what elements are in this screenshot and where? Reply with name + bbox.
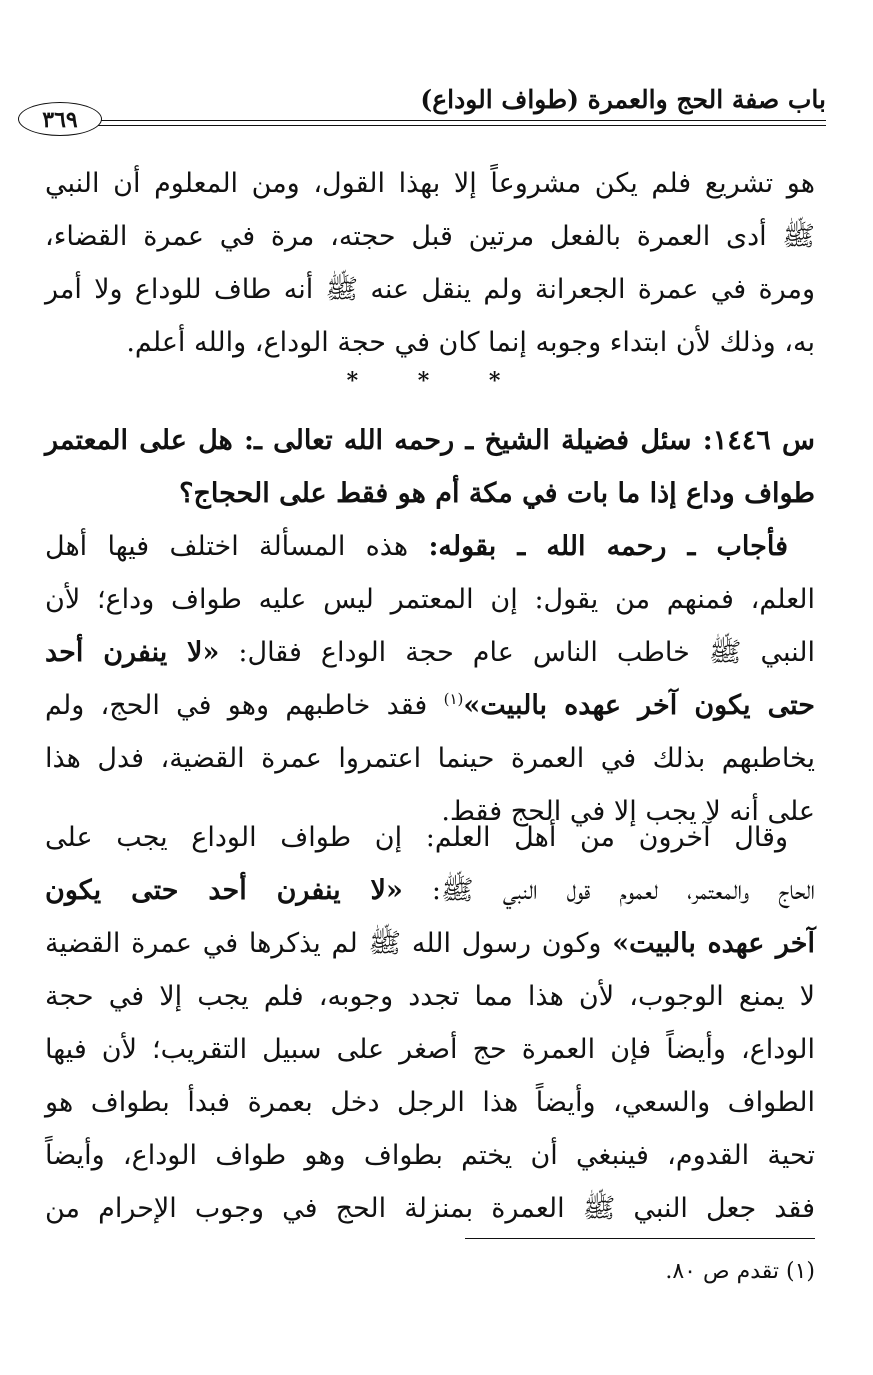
answer-line: يخاطبهم بذلك في العمرة حينما اعتمروا عمرة القضية، فدل هذا xyxy=(45,743,815,774)
hadith-quote: «لا ينفرن أحد xyxy=(45,637,220,668)
answer-text: فقد خاطبهم وهو في الحج، ولم xyxy=(45,690,428,721)
section-separator: * * * xyxy=(346,368,527,394)
footnote-reference: (١) xyxy=(443,690,464,708)
running-header xyxy=(18,82,826,136)
answer-line: العلم، فمنهم من يقول: إن المعتمر ليس عليه طواف وداع؛ لأن xyxy=(45,584,815,615)
answer-text: هذه المسألة اختلف فيها أهل xyxy=(45,531,409,562)
header-title: باب صفة الحج والعمرة (طواف الوداع) xyxy=(420,85,826,114)
answer-text: النبي ﷺ خاطب الناس عام حجة الوداع فقال: xyxy=(238,637,816,668)
answer-paragraph xyxy=(45,520,815,838)
text-line: به، وذلك لأن ابتداء وجوبه إنما كان في حجة الوداع، والله أعلم. xyxy=(126,327,815,358)
page-number: ٣٦٩ xyxy=(18,102,102,136)
text-line xyxy=(45,917,815,970)
other-opinion-paragraph xyxy=(45,811,815,1235)
text-segment: وقال آخرون من أهل العلم: إن طواف الوداع يجب على xyxy=(45,822,788,853)
text-line: فقد جعل النبي ﷺ العمرة بمنزلة الحج في وجوب الإحرام من xyxy=(45,1193,815,1224)
text-line: ومرة في عمرة الجعرانة ولم ينقل عنه ﷺ أنه طاف للوداع ولا أمر xyxy=(45,274,815,305)
text-line xyxy=(45,864,815,917)
text-line: الطواف والسعي، وأيضاً هذا الرجل دخل بعمرة فبدأ بطواف هو xyxy=(45,1087,815,1118)
text-line: تحية القدوم، فينبغي أن يختم بطواف وهو طواف الوداع، وأيضاً xyxy=(45,1140,815,1171)
answer-line xyxy=(45,626,815,679)
footnote-rule xyxy=(465,1238,815,1239)
paragraph-continuation xyxy=(45,157,815,369)
hadith-quote: آخر عهده بالبيت» xyxy=(612,928,815,959)
text-segment: الحاج والمعتمر، لعموم قول النبي ﷺ: xyxy=(431,875,816,906)
text-line: هو تشريع فلم يكن مشروعاً إلا بهذا القول، ومن المعلوم أن النبي xyxy=(45,168,815,199)
text-line: ﷺ أدى العمرة بالفعل مرتين قبل حجته، مرة في عمرة القضاء، xyxy=(45,221,815,252)
answer-line: على أنه لا يجب إلا في الحج فقط. xyxy=(441,796,815,827)
text-segment: وكون رسول الله ﷺ لم يذكرها في عمرة القضية xyxy=(45,928,602,959)
text-line xyxy=(45,811,815,864)
question-line: طواف وداع إذا ما بات في مكة أم هو فقط على الحجاج؟ xyxy=(179,478,815,509)
hadith-quote: «لا ينفرن أحد حتى يكون xyxy=(45,875,403,906)
text-line: لا يمنع الوجوب، لأن هذا مما تجدد وجوبه، فلم يجب إلا في حجة xyxy=(45,981,815,1012)
footnote: (١) تقدم ص ٨٠. xyxy=(665,1259,815,1284)
answer-intro: فأجاب ـ رحمه الله ـ بقوله: xyxy=(428,531,788,562)
question-line: س ١٤٤٦: سئل فضيلة الشيخ ـ رحمه الله تعالى ـ: هل على المعتمر xyxy=(45,425,815,456)
text-line: الوداع، وأيضاً فإن العمرة حج أصغر على سبيل التقريب؛ لأن فيها xyxy=(45,1034,815,1065)
header-rule xyxy=(76,120,826,126)
question-paragraph xyxy=(45,414,815,520)
hadith-quote: حتى يكون آخر عهده بالبيت» xyxy=(463,690,815,721)
answer-line xyxy=(45,520,815,573)
answer-line xyxy=(45,679,815,732)
